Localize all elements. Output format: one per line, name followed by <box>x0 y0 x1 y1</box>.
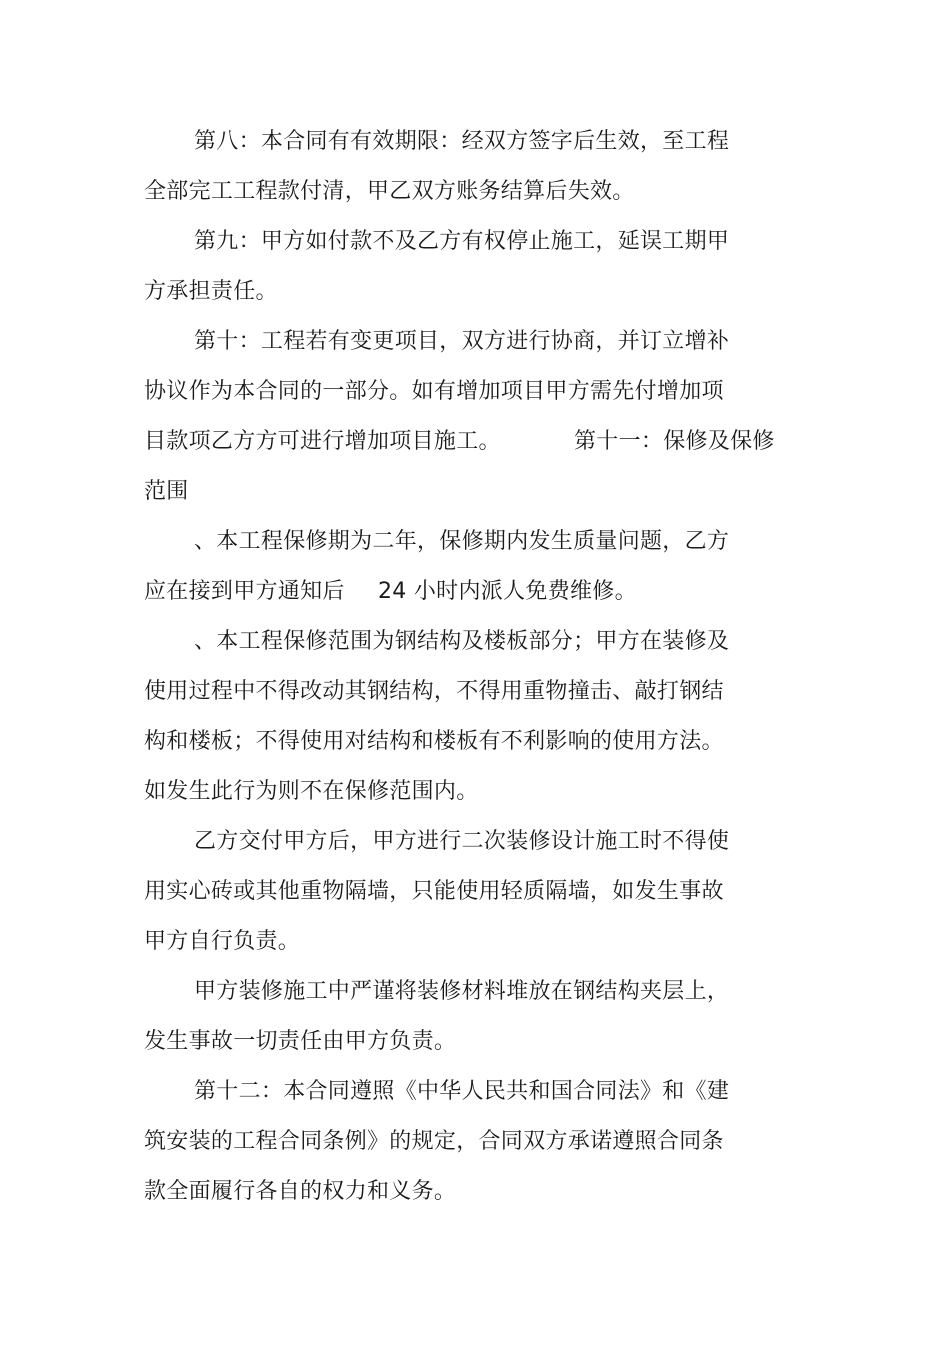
text-line: 使用过程中不得改动其钢结构，不得用重物撞击、敲打钢结 <box>144 679 724 704</box>
text-line: 款全面履行各自的权力和义务。 <box>144 1179 457 1204</box>
text-line: 甲方装修施工中严谨将装修材料堆放在钢结构夹层上， <box>194 979 730 1004</box>
text-line: 第十二：本合同遵照《中华人民共和国合同法》和《建 <box>194 1079 730 1104</box>
text-line: 应在接到甲方通知后 <box>144 579 345 604</box>
text-line: 协议作为本合同的一部分。如有增加项目甲方需先付增加项 <box>144 379 724 404</box>
text-line: 甲方自行负责。 <box>144 929 301 954</box>
text-line: 、本工程保修期为二年，保修期内发生质量问题，乙方 <box>194 529 730 554</box>
text-line: 如发生此行为则不在保修范围内。 <box>144 779 479 804</box>
text-line: 发生事故一切责任由甲方负责。 <box>144 1029 457 1054</box>
text-line: 第八：本合同有有效期限：经双方签字后生效，至工程 <box>194 129 730 154</box>
text-line: 全部完工工程款付清，甲乙双方账务结算后失效。 <box>144 179 635 204</box>
text-line: 目款项乙方方可进行增加项目施工。 <box>144 429 501 454</box>
text-line: 第十：工程若有变更项目，双方进行协商，并订立增补 <box>194 329 730 354</box>
text-line: 第十一：保修及保修 <box>574 429 775 454</box>
text-line: 24 小时内派人免费维修。 <box>378 579 637 604</box>
text-line: 筑安装的工程合同条例》的规定，合同双方承诺遵照合同条 <box>144 1129 724 1154</box>
text-line: 构和楼板；不得使用对结构和楼板有不利影响的使用方法。 <box>144 729 724 754</box>
text-line: 第九：甲方如付款不及乙方有权停止施工，延误工期甲 <box>194 229 730 254</box>
text-line: 方承担责任。 <box>144 279 278 304</box>
text-line: 用实心砖或其他重物隔墙，只能使用轻质隔墙，如发生事故 <box>144 879 724 904</box>
text-line: 范围 <box>144 479 189 504</box>
text-line: 乙方交付甲方后，甲方进行二次装修设计施工时不得使 <box>194 829 730 854</box>
text-line: 、本工程保修范围为钢结构及楼板部分；甲方在装修及 <box>194 629 730 654</box>
